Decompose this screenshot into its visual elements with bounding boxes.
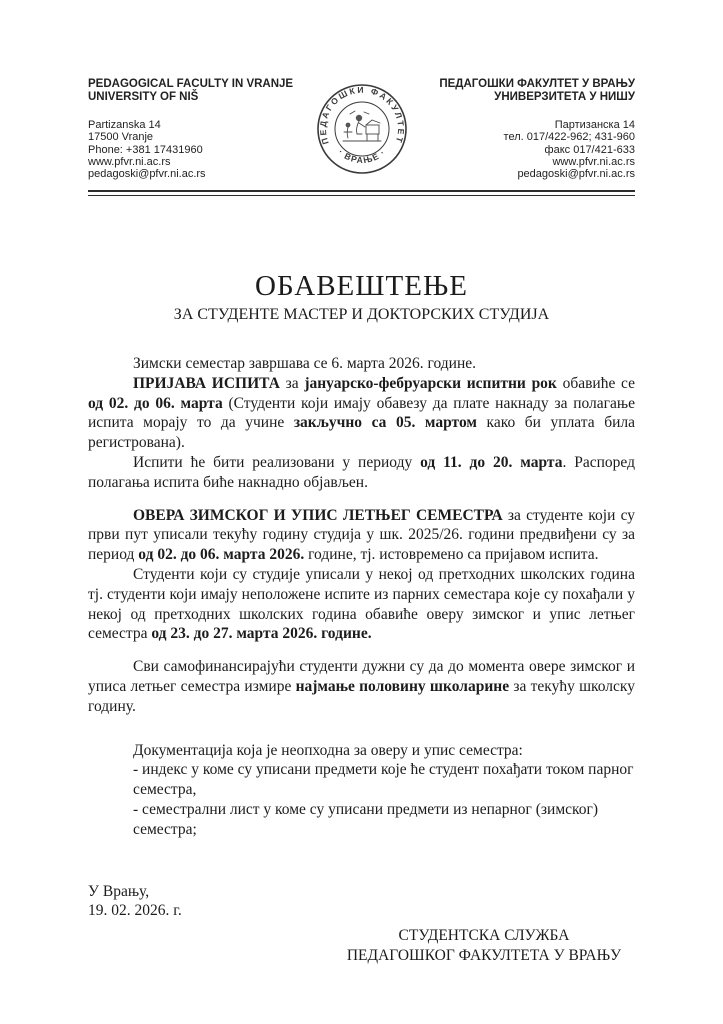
letterhead-right — [417, 78, 635, 180]
text-segment: како би уплата била регистрована). — [88, 414, 635, 452]
text-segment: за — [279, 374, 305, 392]
address-block-en — [88, 119, 306, 180]
body-paragraphs — [88, 354, 635, 717]
header-divider — [88, 190, 635, 196]
university-name-en: UNIVERSITY OF NIŠ — [88, 91, 199, 103]
bold-text-segment: од 02. до 06. марта 2026. — [138, 546, 305, 564]
university-name-sr: УНИВЕРЗИТЕТА У НИШУ — [494, 91, 635, 103]
address-line-phone: тел. 017/422-962; 431-960 — [503, 131, 635, 144]
seal-illustration — [343, 111, 381, 141]
paragraph — [88, 374, 635, 453]
text-segment: за текућу школску годину. — [88, 677, 635, 715]
signature-line: ПЕДАГОШКОГ ФАКУЛТЕТА У ВРАЊУ — [346, 946, 622, 964]
seal-top-text: ПЕДАГОШКИ ФАКУЛТЕТ — [317, 84, 406, 146]
address-line-email: pedagoski@pfvr.ni.ac.rs — [88, 168, 206, 181]
address-block-sr — [417, 119, 635, 180]
address-line-street: Партизанска 14 — [554, 119, 635, 131]
text-segment: Студенти који су студије уписали у некој од претходних школских година тј. студенти који имају неположене испите из парних семестара које су похађали у некој од претходних школских година обавиће оверу зимског и упис летњег семестра — [88, 565, 635, 643]
paragraph — [88, 506, 635, 565]
text-segment: (Студенти који имају обавезу да плате накнаду за полагање испита морају то да учине — [88, 394, 635, 432]
bold-text-segment: ПРИЈАВА ИСПИТА — [133, 374, 280, 392]
address-line-website: www.pfvr.ni.ac.rs — [552, 155, 635, 168]
bold-text-segment: од 23. до 27. марта 2026. године. — [151, 625, 372, 643]
text-segment: обавиће се — [556, 374, 635, 392]
address-line-city: 17500 Vranje — [88, 131, 154, 144]
paragraph — [88, 354, 635, 374]
footer-date: 19. 02. 2026. г. — [88, 902, 182, 920]
documentation-block — [133, 741, 635, 840]
paragraph — [88, 565, 635, 644]
faculty-seal — [314, 80, 410, 185]
notice-subtitle: ЗА СТУДЕНТЕ МАСТЕР И ДОКТОРСКИХ СТУДИЈА — [173, 306, 550, 323]
letterhead-left — [88, 78, 306, 180]
svg-text:· ВРАЊЕ · — [336, 147, 387, 165]
address-line-fax: факс 017/421-633 — [544, 143, 635, 156]
paragraph — [88, 453, 635, 493]
text-segment: . Распоред полагања испита биће накнадно објављен. — [88, 453, 635, 491]
footer-place: У Врању, — [88, 882, 150, 900]
bold-text-segment: најмање половину школарине — [295, 677, 510, 695]
documentation-intro: Документација која је неопходна за оверу и упис семестра: — [133, 741, 523, 759]
text-segment: Зимски семестар завршава се 6. марта 2026. године. — [133, 355, 476, 372]
text-segment: за студенте који су први пут уписали текућу годину студија у шк. 2025/26. години предвиђени су за период — [88, 506, 635, 564]
title-block — [88, 270, 635, 324]
place-date-block — [88, 882, 635, 922]
documentation-item: - индекс у коме су уписани предмети које ће студент похађати током парног семестра, — [133, 761, 634, 799]
paragraph — [88, 657, 635, 716]
faculty-name-en: PEDAGOGICAL FACULTY IN VRANJE — [88, 78, 294, 90]
address-line-phone: Phone: +381 17431960 — [88, 143, 203, 156]
text-segment: Испити ће бити реализовани у периоду — [133, 453, 421, 471]
bold-text-segment: јануарско-фебруарски испитни рок — [304, 374, 557, 392]
letterhead — [88, 78, 635, 185]
documentation-item: - семестрални лист у коме су уписани предмети из непарног (зимског) семестра; — [133, 800, 599, 838]
bold-text-segment: ОВЕРА ЗИМСКОГ И УПИС ЛЕТЊЕГ СЕМЕСТРА — [133, 506, 503, 524]
seal-bottom-text: · ВРАЊЕ · — [335, 146, 388, 166]
signature-line: СТУДЕНТСКА СЛУЖБА — [398, 927, 570, 945]
bold-text-segment: од 02. до 06. марта — [88, 394, 223, 412]
address-line-street: Partizanska 14 — [88, 119, 161, 131]
text-segment: године, тј. истовремено са пријавом испита. — [304, 546, 599, 564]
footer — [88, 882, 635, 966]
notice-title: ОБАВЕШТЕЊЕ — [255, 270, 468, 302]
bold-text-segment: од 11. до 20. марта — [420, 453, 563, 471]
address-line-website: www.pfvr.ni.ac.rs — [88, 155, 171, 168]
svg-text:ПЕДАГОШКИ ФАКУЛТЕТ — [317, 85, 405, 146]
faculty-name-sr: ПЕДАГОШКИ ФАКУЛТЕТ У ВРАЊУ — [439, 78, 635, 90]
address-line-email: pedagoski@pfvr.ni.ac.rs — [517, 168, 635, 181]
seal-icon — [314, 80, 410, 180]
signature-block — [339, 926, 629, 966]
bold-text-segment: закључно са 05. мартом — [293, 414, 477, 432]
text-segment: Сви самофинансирајући студенти дужни су да до момента овере зимског и уписа летњег семестра измире — [88, 658, 635, 695]
